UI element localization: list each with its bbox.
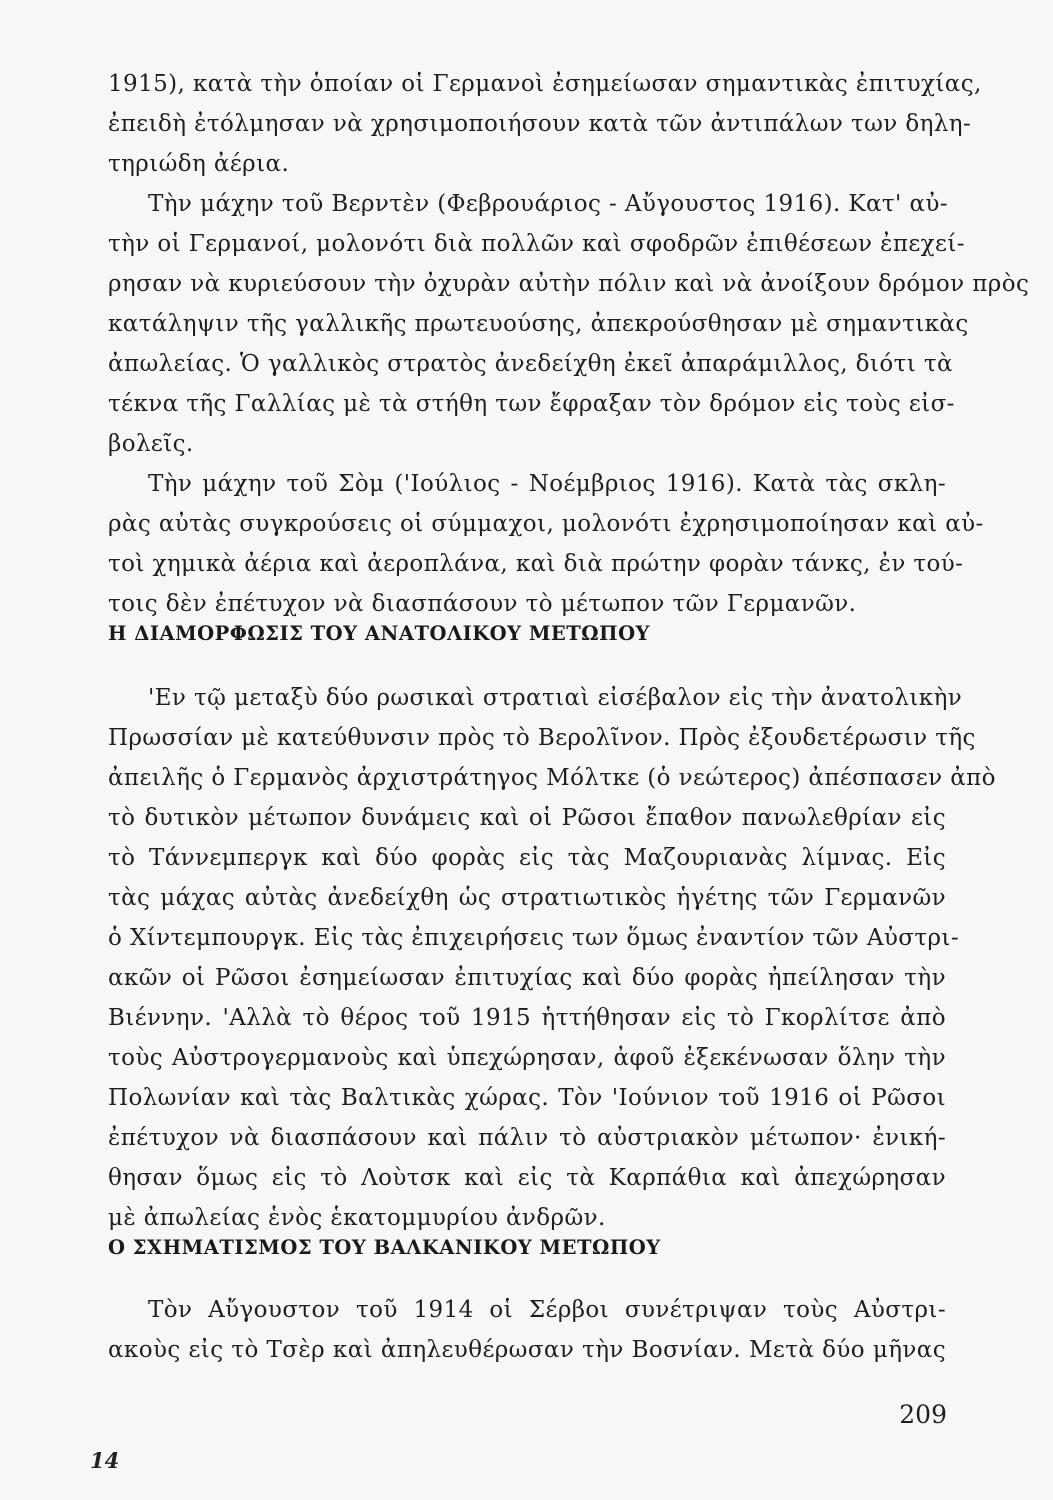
text-line: βολεῖς. — [108, 431, 194, 457]
text-line: Τὴν μάχην τοῦ Σὸμ ('Ιούλιος - Νοέμβριος 1916). Κατὰ τὰς σκλη- — [148, 471, 946, 497]
text-line: Πολωνίαν καὶ τὰς Βαλτικὰς χώρας. Τὸν 'Ιούνιον τοῦ 1916 οἱ Ρῶσοι — [108, 1085, 946, 1111]
text-line: θησαν ὅμως εἰς τὸ Λοὺτσκ καὶ εἰς τὰ Καρπάθια καὶ ἀπεχώρησαν — [108, 1165, 946, 1191]
text-line: ρησαν νὰ κυριεύσουν τὴν ὀχυρὰν αὐτὴν πόλιν καὶ νὰ ἀνοίξουν δρόμον πρὸς — [108, 271, 1030, 297]
text-line: τὴν οἱ Γερμανοί, μολονότι διὰ πολλῶν καὶ σφοδρῶν ἐπιθέσεων ἐπεχεί- — [108, 231, 965, 257]
text-line: ἐπέτυχον νὰ διασπάσουν καὶ πάλιν τὸ αὐστριακὸν μέτωπον· ἐνική- — [108, 1125, 946, 1151]
text-line: τὰς μάχας αὐτὰς ἀνεδείχθη ὡς στρατιωτικὸς ἡγέτης τῶν Γερμανῶν — [108, 885, 946, 911]
text-line: 1915), κατὰ τὴν ὁποίαν οἱ Γερμανοὶ ἐσημείωσαν σημαντικὰς ἐπιτυχίας, — [108, 71, 982, 97]
text-line: ακοὺς εἰς τὸ Τσὲρ καὶ ἀπηλευθέρωσαν τὴν Βοσνίαν. Μετὰ δύο μῆνας — [108, 1337, 946, 1363]
signature-mark: 14 — [90, 1448, 120, 1473]
paragraph-block-western-front — [108, 64, 1030, 624]
text-line: ὁ Χίντεμπουργκ. Εἰς τὰς ἐπιχειρήσεις των ὅμως ἐναντίον τῶν Αὐστρι- — [108, 925, 959, 951]
text-line: τὸ Τάννεμπεργκ καὶ δύο φορὰς εἰς τὰς Μαζουριανὰς λίμνας. Εἰς — [108, 845, 946, 871]
section-heading-eastern-front: Η ΔΙΑΜΟΡΦΩΣΙΣ ΤΟΥ ΑΝΑΤΟΛΙΚΟΥ ΜΕΤΩΠΟΥ — [108, 622, 650, 645]
text-line: ρὰς αὐτὰς συγκρούσεις οἱ σύμμαχοι, μολονότι ἐχρησιμοποίησαν καὶ αὐ- — [108, 511, 984, 537]
text-line: 'Εν τῷ μεταξὺ δύο ρωσικαὶ στρατιαὶ εἰσέβαλον εἰς τὴν ἀνατολικὴν — [148, 685, 963, 711]
text-line: τοὶ χημικὰ ἀέρια καὶ ἀεροπλάνα, καὶ διὰ πρώτην φορὰν τάνκς, ἐν τού- — [108, 551, 964, 577]
section-heading-balkan-front: Ο ΣΧΗΜΑΤΙΣΜΟΣ ΤΟΥ ΒΑΛΚΑΝΙΚΟΥ ΜΕΤΩΠΟΥ — [108, 1236, 661, 1259]
text-line: τέκνα τῆς Γαλλίας μὲ τὰ στήθη των ἔφραξαν τὸν δρόμον εἰς τοὺς εἰσ- — [108, 391, 955, 417]
text-line: τὸ δυτικὸν μέτωπον δυνάμεις καὶ οἱ Ρῶσοι ἔπαθον πανωλεθρίαν εἰς — [108, 805, 946, 831]
text-line: ακῶν οἱ Ρῶσοι ἐσημείωσαν ἐπιτυχίας καὶ δύο φορὰς ἠπείλησαν τὴν — [108, 965, 946, 991]
paragraph-block-balkan-front — [108, 1290, 946, 1370]
text-line: μὲ ἀπωλείας ἑνὸς ἑκατομμυρίου ἀνδρῶν. — [108, 1205, 606, 1231]
text-line: ἀπειλῆς ὁ Γερμανὸς ἀρχιστράτηγος Μόλτκε (ὁ νεώτερος) ἀπέσπασεν ἀπὸ — [108, 765, 996, 791]
page-number: 209 — [899, 1400, 947, 1429]
text-line: Τὸν Αὔγουστον τοῦ 1914 οἱ Σέρβοι συνέτριψαν τοὺς Αὐστρι- — [148, 1297, 946, 1323]
text-line: Πρωσσίαν μὲ κατεύθυνσιν πρὸς τὸ Βερολῖνον. Πρὸς ἐξουδετέρωσιν τῆς — [108, 725, 976, 751]
text-line: ἀπωλείας. Ὁ γαλλικὸς στρατὸς ἀνεδείχθη ἐκεῖ ἀπαράμιλλος, διότι τὰ — [108, 351, 953, 377]
text-line: τοὺς Αὐστρογερμανοὺς καὶ ὑπεχώρησαν, ἀφοῦ ἐξεκένωσαν ὅλην τὴν — [108, 1045, 946, 1071]
text-line: Βιέννην. 'Αλλὰ τὸ θέρος τοῦ 1915 ἡττήθησαν εἰς τὸ Γκορλίτσε ἀπὸ — [108, 1005, 946, 1031]
text-line: κατάληψιν τῆς γαλλικῆς πρωτευούσης, ἀπεκρούσθησαν μὲ σημαντικὰς — [108, 311, 969, 337]
text-line: Τὴν μάχην τοῦ Βερντὲν (Φεβρουάριος - Αὔγουστος 1916). Κατ' αὐ- — [148, 191, 948, 217]
text-line: τοις δὲν ἐπέτυχον νὰ διασπάσουν τὸ μέτωπον τῶν Γερμανῶν. — [108, 591, 857, 617]
text-line: ἐπειδὴ ἐτόλμησαν νὰ χρησιμοποιήσουν κατὰ τῶν ἀντιπάλων των δηλη- — [108, 111, 972, 137]
paragraph-block-eastern-front — [108, 678, 996, 1238]
text-line: τηριώδη ἀέρια. — [108, 151, 290, 177]
